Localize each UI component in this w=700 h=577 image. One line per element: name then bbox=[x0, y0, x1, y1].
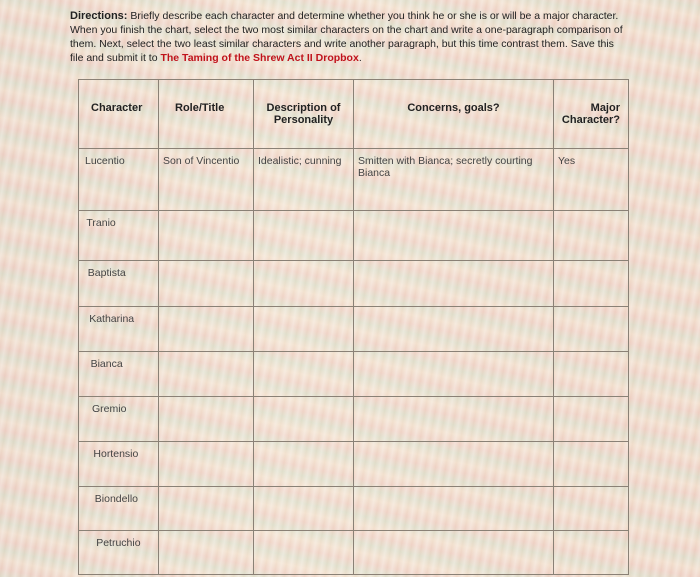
cell-concerns[interactable] bbox=[354, 261, 554, 307]
cell-concerns[interactable] bbox=[354, 307, 554, 352]
directions-period: . bbox=[358, 52, 362, 64]
table-row bbox=[79, 352, 629, 397]
header-concerns: Concerns, goals? bbox=[354, 80, 554, 149]
dropbox-name: The Taming of the Shrew Act II Dropbox bbox=[160, 52, 359, 64]
header-row bbox=[79, 80, 629, 149]
cell-concerns[interactable] bbox=[354, 487, 554, 531]
cell-major[interactable] bbox=[554, 487, 629, 531]
cell-character[interactable]: Lucentio bbox=[79, 149, 159, 211]
table-row bbox=[79, 531, 629, 575]
cell-character[interactable]: Tranio bbox=[79, 211, 159, 261]
cell-character[interactable]: Petruchio bbox=[79, 531, 159, 575]
header-major: Major Character? bbox=[554, 80, 629, 149]
table-row bbox=[79, 149, 629, 211]
cell-concerns[interactable] bbox=[354, 442, 554, 487]
table-row bbox=[79, 397, 629, 442]
cell-major[interactable] bbox=[554, 442, 629, 487]
cell-concerns[interactable] bbox=[354, 397, 554, 442]
cell-description[interactable] bbox=[254, 211, 354, 261]
character-chart bbox=[78, 79, 629, 575]
header-character: Character bbox=[79, 80, 159, 149]
cell-major[interactable] bbox=[554, 307, 629, 352]
cell-role[interactable] bbox=[159, 352, 254, 397]
cell-major[interactable]: Yes bbox=[554, 149, 629, 211]
cell-description[interactable] bbox=[254, 487, 354, 531]
cell-description[interactable] bbox=[254, 397, 354, 442]
cell-character[interactable]: Biondello bbox=[79, 487, 159, 531]
cell-description[interactable] bbox=[254, 442, 354, 487]
cell-character[interactable]: Baptista bbox=[79, 261, 159, 307]
cell-concerns[interactable] bbox=[354, 211, 554, 261]
cell-role[interactable] bbox=[159, 487, 254, 531]
cell-description[interactable] bbox=[254, 307, 354, 352]
table-row bbox=[79, 442, 629, 487]
header-role: Role/Title bbox=[159, 80, 254, 149]
cell-role[interactable] bbox=[159, 442, 254, 487]
cell-character[interactable]: Hortensio bbox=[79, 442, 159, 487]
header-description: Description of Personality bbox=[254, 80, 354, 149]
table-row bbox=[79, 211, 629, 261]
cell-major[interactable] bbox=[554, 397, 629, 442]
cell-character[interactable]: Katharina bbox=[79, 307, 159, 352]
table-row bbox=[79, 261, 629, 307]
cell-major[interactable] bbox=[554, 352, 629, 397]
directions-label: Directions: bbox=[70, 10, 128, 22]
cell-description[interactable] bbox=[254, 352, 354, 397]
table-row bbox=[79, 307, 629, 352]
directions-paragraph bbox=[70, 9, 630, 65]
table-row bbox=[79, 487, 629, 531]
cell-role[interactable] bbox=[159, 261, 254, 307]
cell-major[interactable] bbox=[554, 211, 629, 261]
cell-concerns[interactable] bbox=[354, 352, 554, 397]
cell-role[interactable] bbox=[159, 531, 254, 575]
cell-description[interactable] bbox=[254, 261, 354, 307]
cell-concerns[interactable] bbox=[354, 531, 554, 575]
cell-role[interactable]: Son of Vincentio bbox=[159, 149, 254, 211]
cell-role[interactable] bbox=[159, 397, 254, 442]
cell-role[interactable] bbox=[159, 307, 254, 352]
directions-text: Briefly describe each character and determine whether you think he or she is or will be a major character. When you finish the chart, select the two most similar characters on the chart and write a one-paragraph comparison of them. Next, select the two least similar characters and write another paragraph, but this time contrast them. Save this file and submit it to bbox=[70, 10, 623, 64]
cell-major[interactable] bbox=[554, 531, 629, 575]
cell-major[interactable] bbox=[554, 261, 629, 307]
cell-description[interactable] bbox=[254, 531, 354, 575]
cell-concerns[interactable]: Smitten with Bianca; secretly courting Bianca bbox=[354, 149, 554, 211]
cell-description[interactable]: Idealistic; cunning bbox=[254, 149, 354, 211]
cell-character[interactable]: Gremio bbox=[79, 397, 159, 442]
cell-character[interactable]: Bianca bbox=[79, 352, 159, 397]
cell-role[interactable] bbox=[159, 211, 254, 261]
